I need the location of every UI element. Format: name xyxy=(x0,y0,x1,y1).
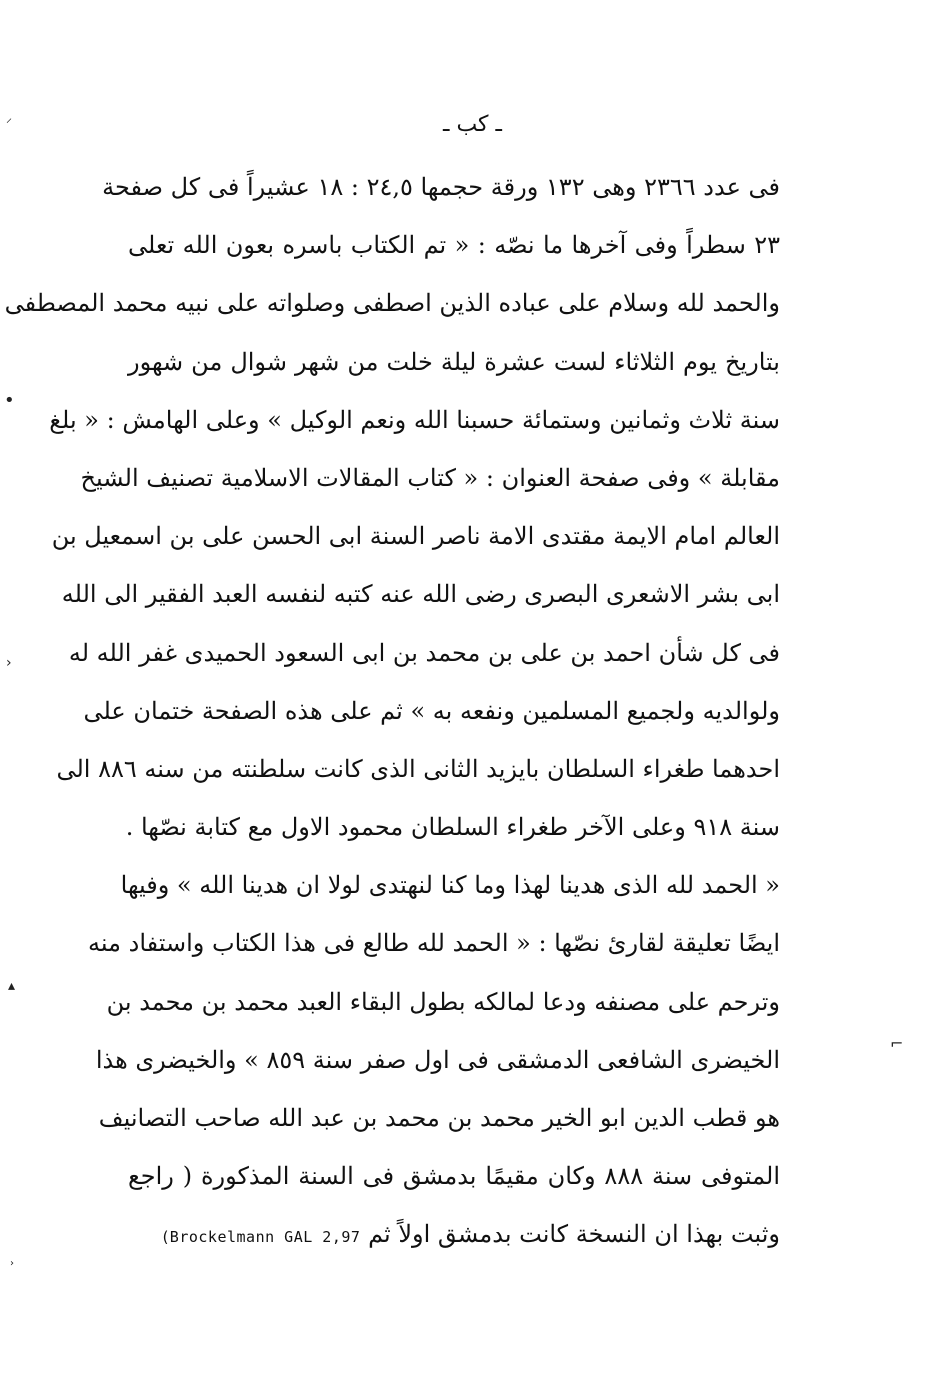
body-text xyxy=(4,158,780,1264)
text-line: فى كل شأن احمد بن على بن محمد بن ابى السعود الحميدى غفر الله له xyxy=(68,638,780,667)
text-line: ولوالديه ولجميع المسلمين ونفعه به » ثم على هذه الصفحة ختمان على xyxy=(83,696,780,725)
text-line: وترحم على مصنفه ودعا لمالكه بطول البقاء العبد محمد بن محمد بن xyxy=(106,987,780,1016)
text-line: ايضًا تعليقة لقارئ نصّها : « الحمد لله طالع فى هذا الكتاب واستفاد منه xyxy=(88,929,780,958)
text-line: المتوفى سنة ٨٨٨ وكان مقيمًا بدمشق فى السنة المذكورة ( راجع xyxy=(128,1162,780,1191)
text-line: « الحمد لله الذى هدينا لهذا وما كنا لنهتدى لولا ان هدينا الله » وفيها xyxy=(120,871,780,900)
final-line-arabic: وثبت بهذا ان النسخة كانت بدمشق اولاً ثم xyxy=(368,1220,780,1249)
text-line: ٢٣ سطراً وفى آخرها ما نصّه : « تم الكتاب باسره بعون الله تعلى xyxy=(128,231,780,260)
text-line: احدهما طغراء السلطان بايزيد الثانى الذى كانت سلطنته من سنه ٨٨٦ الى xyxy=(56,754,780,783)
scan-speck: • xyxy=(4,390,15,411)
text-line: سنة ثلاث وثمانين وستمائة حسبنا الله ونعم الوكيل » وعلى الهامش : « بلغ xyxy=(49,405,780,434)
text-line: مقابلة » وفى صفحة العنوان : « كتاب المقالات الاسلامية تصنيف الشيخ xyxy=(80,463,780,492)
page-number-header: ـ كب ـ xyxy=(443,112,502,137)
text-line: والحمد لله وسلام على عباده الذين اصطفى وصلواته على نبيه محمد المصطفى xyxy=(4,289,780,318)
scan-speck: ⌐ xyxy=(890,1034,904,1053)
text-line: بتاريخ يوم الثلاثاء لست عشرة ليلة خلت من شهر شوال من شهور xyxy=(128,347,780,376)
citation-reference: (Brockelmann GAL 2,97 xyxy=(160,1228,361,1247)
scan-speck: › xyxy=(6,655,12,671)
scan-speck: ⸍ xyxy=(6,116,13,130)
scan-speck: › xyxy=(10,1258,14,1269)
scan-speck: ▴ xyxy=(8,978,16,994)
text-line: فى عدد ٢٣٦٦ وهى ١٣٢ ورقة حجمها ٢٤,٥ : ١٨ عشيراً فى كل صفحة xyxy=(102,173,780,201)
text-line: هو قطب الدين ابو الخير محمد بن محمد بن عبد الله صاحب التصانيف xyxy=(98,1104,780,1132)
text-line: الخيضرى الشافعى الدمشقى فى اول صفر سنة ٨٥٩ » والخيضرى هذا xyxy=(95,1045,780,1074)
text-line: العالم امام الايمة مقتدى الامة ناصر السنة ابى الحسن على بن اسمعيل بن xyxy=(51,522,780,551)
text-line-final xyxy=(128,1205,780,1263)
text-line: ابى بشر الاشعرى البصرى رضى الله عنه كتبه لنفسه العبد الفقير الى الله xyxy=(61,580,780,609)
text-line: سنة ٩١٨ وعلى الآخر طغراء السلطان محمود الاول مع كتابة نصّها . xyxy=(125,813,780,842)
